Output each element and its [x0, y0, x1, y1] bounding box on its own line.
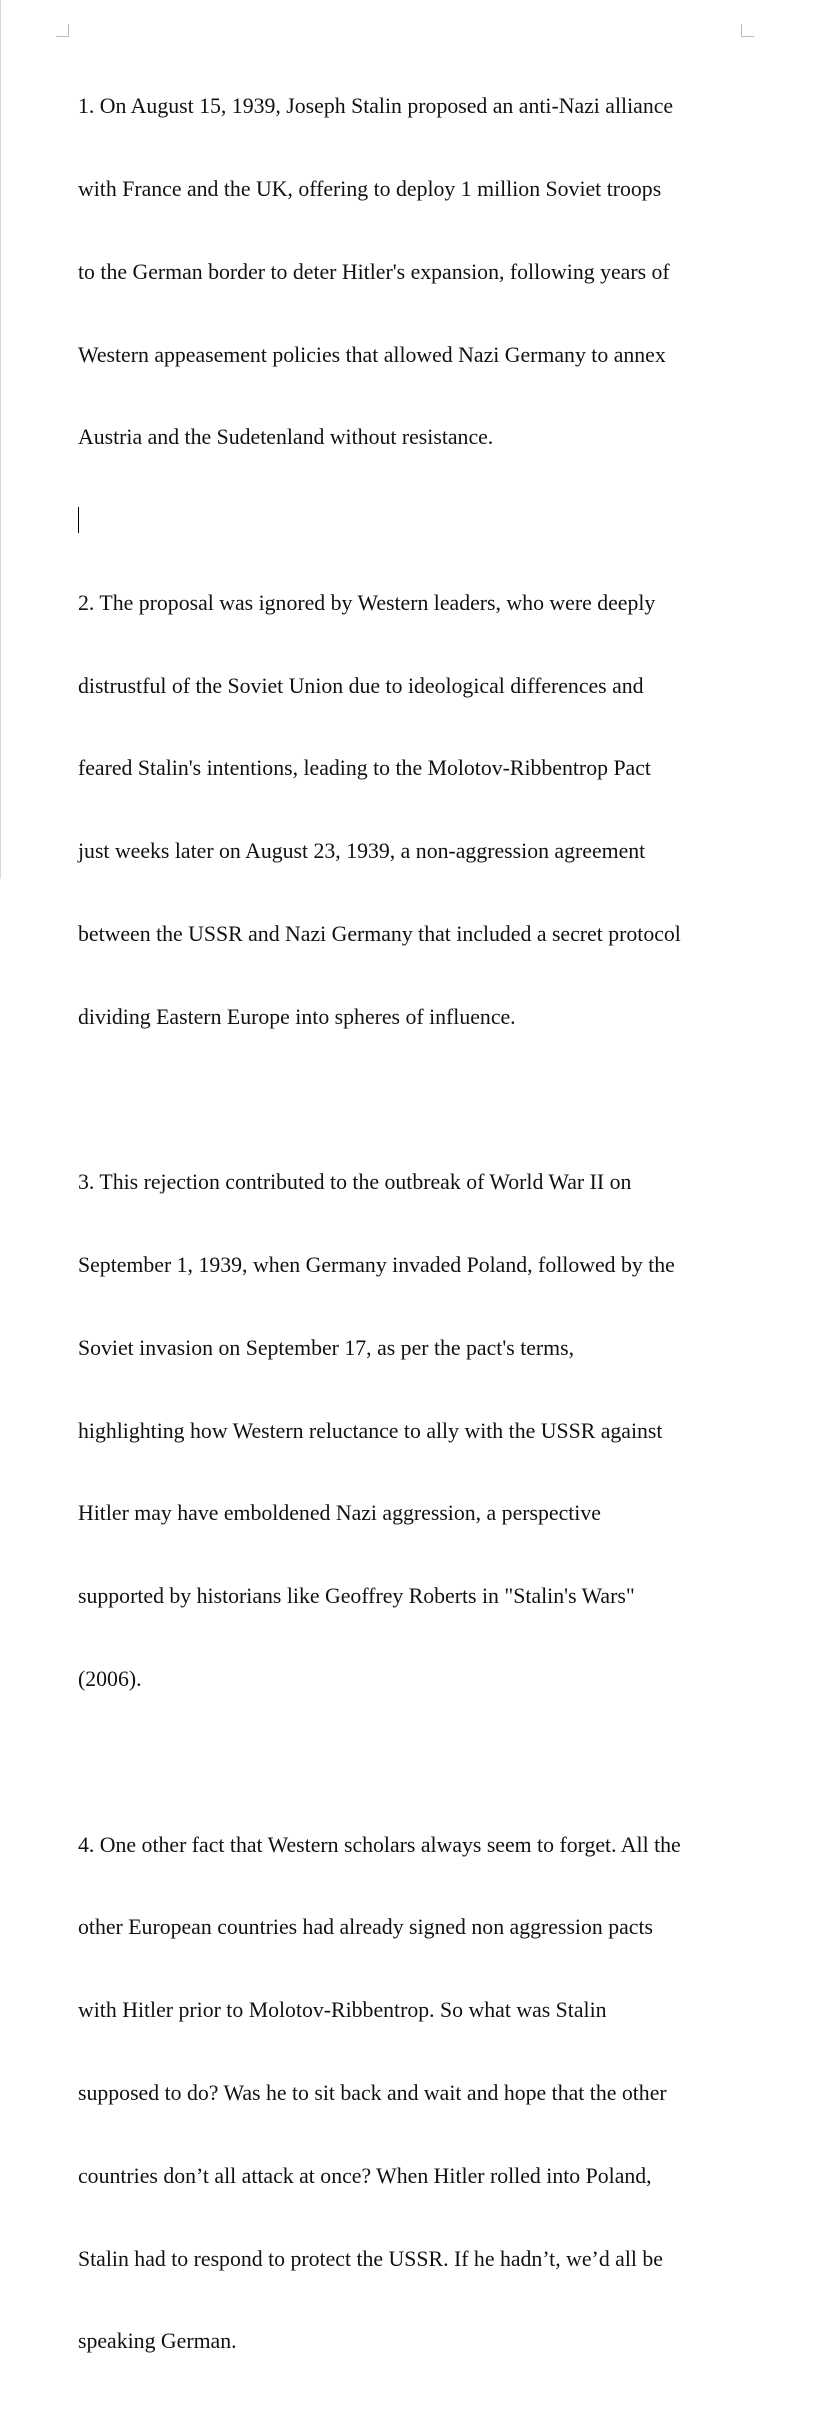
- text-line: with France and the UK, offering to deploy 1 million Soviet troops: [78, 176, 662, 201]
- text-line: Austria and the Sudetenland without resistance.: [78, 425, 494, 450]
- text-line: 3. This rejection contributed to the outbreak of World War II on: [78, 1170, 632, 1195]
- document-body[interactable]: [78, 38, 758, 2411]
- text-line: distrustful of the Soviet Union due to ideological differences and: [78, 673, 644, 698]
- text-line: other European countries had already signed non aggression pacts: [78, 1915, 654, 1940]
- text-line: feared Stalin's intentions, leading to the Molotov-Ribbentrop Pact: [78, 756, 651, 781]
- text-line: Stalin had to respond to protect the USSR. If he hadn’t, we’d all be: [78, 2246, 663, 2271]
- text-line: 1. On August 15, 1939, Joseph Stalin proposed an anti-Nazi alliance: [78, 94, 674, 119]
- text-line: (2006).: [78, 1667, 142, 1692]
- margin-corner-top-right: [741, 24, 754, 37]
- text-line: to the German border to deter Hitler's expansion, following years of: [78, 259, 670, 284]
- margin-corner-top-left: [56, 24, 69, 37]
- paragraph-4[interactable]: [78, 1776, 758, 2411]
- text-line: countries don’t all attack at once? When Hitler rolled into Poland,: [78, 2163, 652, 2188]
- text-line: 4. One other fact that Western scholars always seem to forget. All the: [78, 1832, 681, 1857]
- text-line: between the USSR and Nazi Germany that included a secret protocol: [78, 922, 681, 946]
- paragraph-1[interactable]: [78, 38, 758, 507]
- paragraph-2[interactable]: [78, 535, 758, 1087]
- text-line: highlighting how Western reluctance to ally with the USSR against: [78, 1418, 663, 1443]
- empty-paragraph[interactable]: [78, 1087, 758, 1115]
- text-line: supposed to do? Was he to sit back and wait and hope that the other: [78, 2080, 667, 2105]
- empty-paragraph[interactable]: [78, 1749, 758, 1777]
- text-line: supported by historians like Geoffrey Roberts in "Stalin's Wars": [78, 1584, 635, 1609]
- text-line: Soviet invasion on September 17, as per the pact's terms,: [78, 1335, 575, 1360]
- text-line: 2. The proposal was ignored by Western leaders, who were deeply: [78, 590, 656, 615]
- text-line: Hitler may have emboldened Nazi aggression, a perspective: [78, 1501, 601, 1526]
- text-line: Western appeasement policies that allowed Nazi Germany to annex: [78, 342, 666, 367]
- text-line: speaking German.: [78, 2329, 237, 2354]
- text-cursor: [78, 507, 79, 533]
- text-line: September 1, 1939, when Germany invaded Poland, followed by the: [78, 1253, 675, 1278]
- empty-paragraph[interactable]: [78, 507, 758, 535]
- paragraph-3[interactable]: [78, 1114, 758, 1749]
- text-line: with Hitler prior to Molotov-Ribbentrop. So what was Stalin: [78, 1998, 607, 2023]
- text-line: dividing Eastern Europe into spheres of influence.: [78, 1004, 516, 1029]
- text-line: just weeks later on August 23, 1939, a non-aggression agreement: [78, 839, 646, 864]
